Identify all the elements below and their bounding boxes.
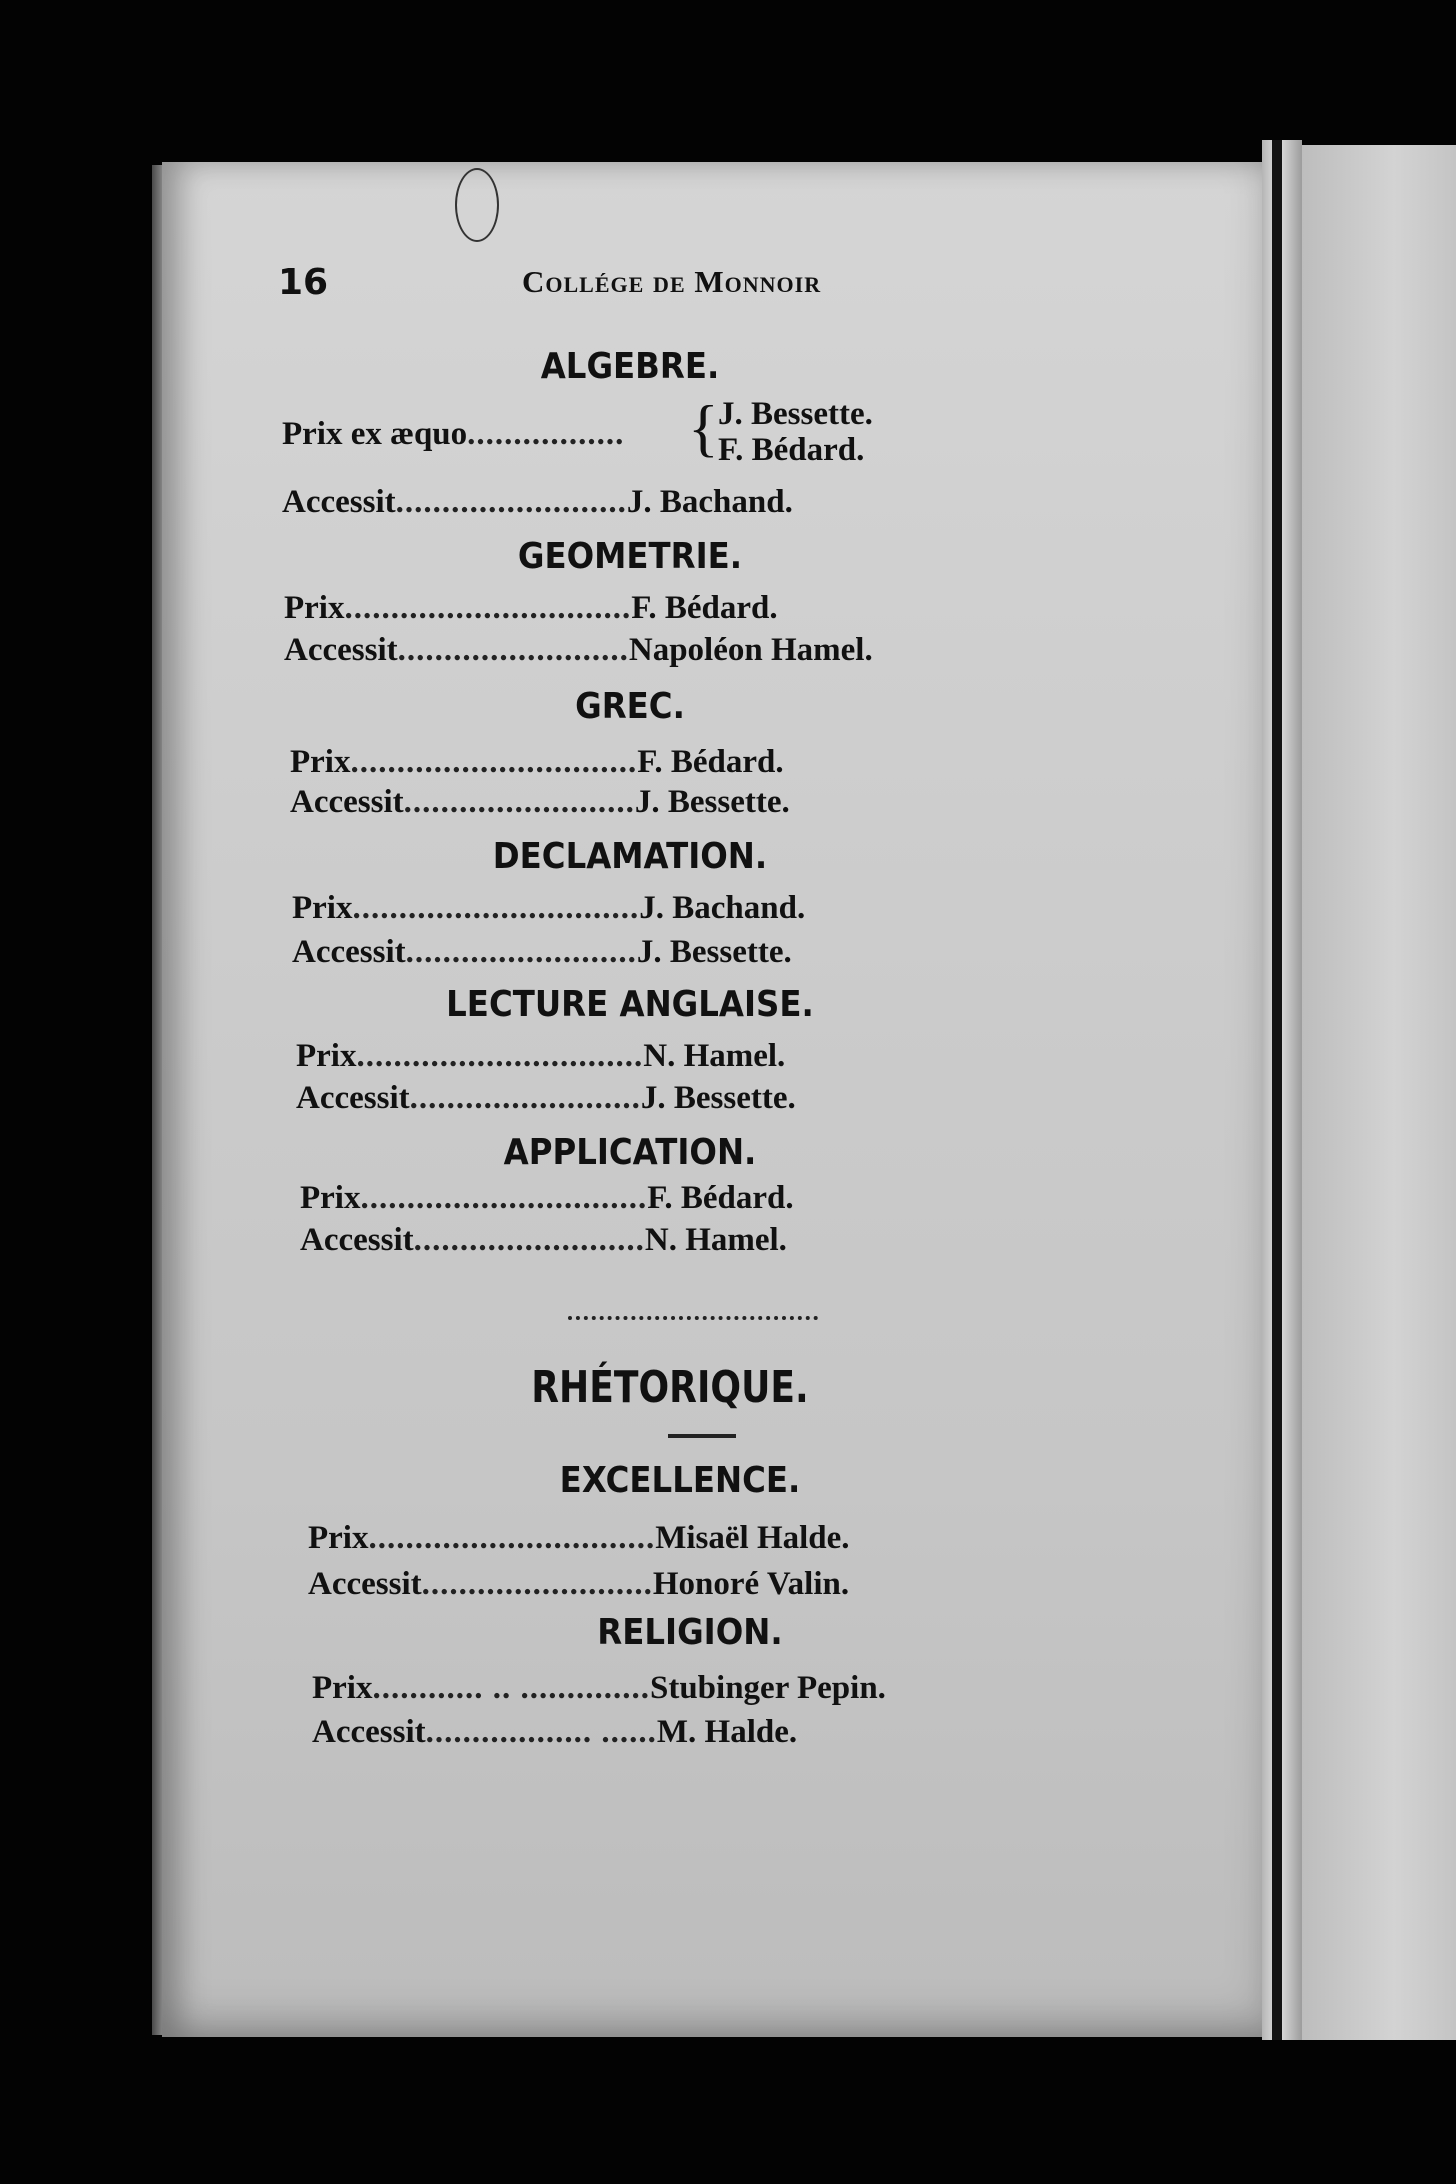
- award-name: Honoré Valin.: [652, 1566, 850, 1602]
- award-name: J. Bachand.: [639, 890, 806, 926]
- award-label: Accessit: [292, 934, 406, 970]
- award-name: F. Bédard.: [631, 590, 778, 626]
- award-label: Prix: [308, 1520, 369, 1556]
- award-row: Accessit.........................J. Bessette.: [292, 934, 792, 970]
- award-row: Accessit.........................J. Bachand.: [282, 484, 793, 520]
- award-label: Prix: [292, 890, 353, 926]
- award-label: Prix: [312, 1670, 373, 1706]
- award-name: Misaël Halde.: [655, 1520, 850, 1556]
- award-row: Prix ex æquo.................: [282, 416, 625, 452]
- award-row: Accessit.........................J. Bessette.: [290, 784, 790, 820]
- short-rule: [668, 1434, 736, 1438]
- award-label: Prix: [290, 744, 351, 780]
- award-label: Accessit: [300, 1222, 414, 1258]
- award-row: Prix...............................J. Bachand.: [292, 890, 806, 926]
- award-name: F. Bédard.: [718, 432, 865, 468]
- award-row: Prix...............................F. Bédard.: [284, 590, 778, 626]
- award-name: J. Bessette.: [636, 934, 792, 970]
- award-name: N. Hamel.: [643, 1038, 786, 1074]
- award-label: Accessit: [312, 1714, 426, 1750]
- award-label: Accessit: [308, 1566, 422, 1602]
- award-name: J. Bachand.: [626, 484, 793, 520]
- award-name: J. Bessette.: [718, 396, 873, 432]
- running-title: Collége de Monnoir: [522, 264, 822, 299]
- award-row: Prix...............................F. Bédard.: [290, 744, 784, 780]
- section-title: LECTURE ANGLAISE.: [446, 984, 814, 1025]
- award-label: Accessit: [284, 632, 398, 668]
- award-label: Accessit: [296, 1080, 410, 1116]
- ornamental-divider: [568, 1306, 818, 1320]
- section-title: RELIGION.: [597, 1612, 783, 1653]
- section-title: EXCELLENCE.: [559, 1460, 801, 1501]
- award-label: Prix ex æquo: [282, 416, 468, 452]
- award-name: J. Bessette.: [634, 784, 790, 820]
- award-row: Prix............ .. ..............Stubinger Pepin.: [312, 1670, 886, 1706]
- section-title: ALGEBRE.: [540, 346, 720, 387]
- award-name: F. Bédard.: [647, 1180, 794, 1216]
- section-title: GREC.: [575, 686, 685, 727]
- class-heading: RHÉTORIQUE.: [531, 1362, 809, 1413]
- award-row: Accessit.........................Honoré Valin.: [308, 1566, 850, 1602]
- award-label: Prix: [300, 1180, 361, 1216]
- award-row: Accessit.........................Napoléon Hamel.: [284, 632, 873, 668]
- award-name: M. Halde.: [656, 1714, 798, 1750]
- award-label: Accessit: [290, 784, 404, 820]
- award-name: Stubinger Pepin.: [649, 1670, 886, 1706]
- award-row: Prix...............................N. Hamel.: [296, 1038, 786, 1074]
- award-name: J. Bessette.: [640, 1080, 796, 1116]
- page-number: 16: [278, 262, 329, 303]
- award-row: Accessit.........................J. Bessette.: [296, 1080, 796, 1116]
- award-name: Napoléon Hamel.: [628, 632, 873, 668]
- award-label: Prix: [284, 590, 345, 626]
- section-title: DECLAMATION.: [492, 836, 768, 877]
- award-row: Accessit.........................N. Hamel.: [300, 1222, 787, 1258]
- section-title: GEOMETRIE.: [517, 536, 743, 577]
- award-row: Prix...............................Misaël Halde.: [308, 1520, 850, 1556]
- award-label: Accessit: [282, 484, 396, 520]
- brace-symbol: {: [688, 392, 719, 463]
- award-row: Accessit.................. ......M. Halde.: [312, 1714, 798, 1750]
- award-name: F. Bédard.: [637, 744, 784, 780]
- award-name: N. Hamel.: [644, 1222, 787, 1258]
- award-label: Prix: [296, 1038, 357, 1074]
- section-title: APPLICATION.: [503, 1132, 757, 1173]
- award-row: Prix...............................F. Bédard.: [300, 1180, 794, 1216]
